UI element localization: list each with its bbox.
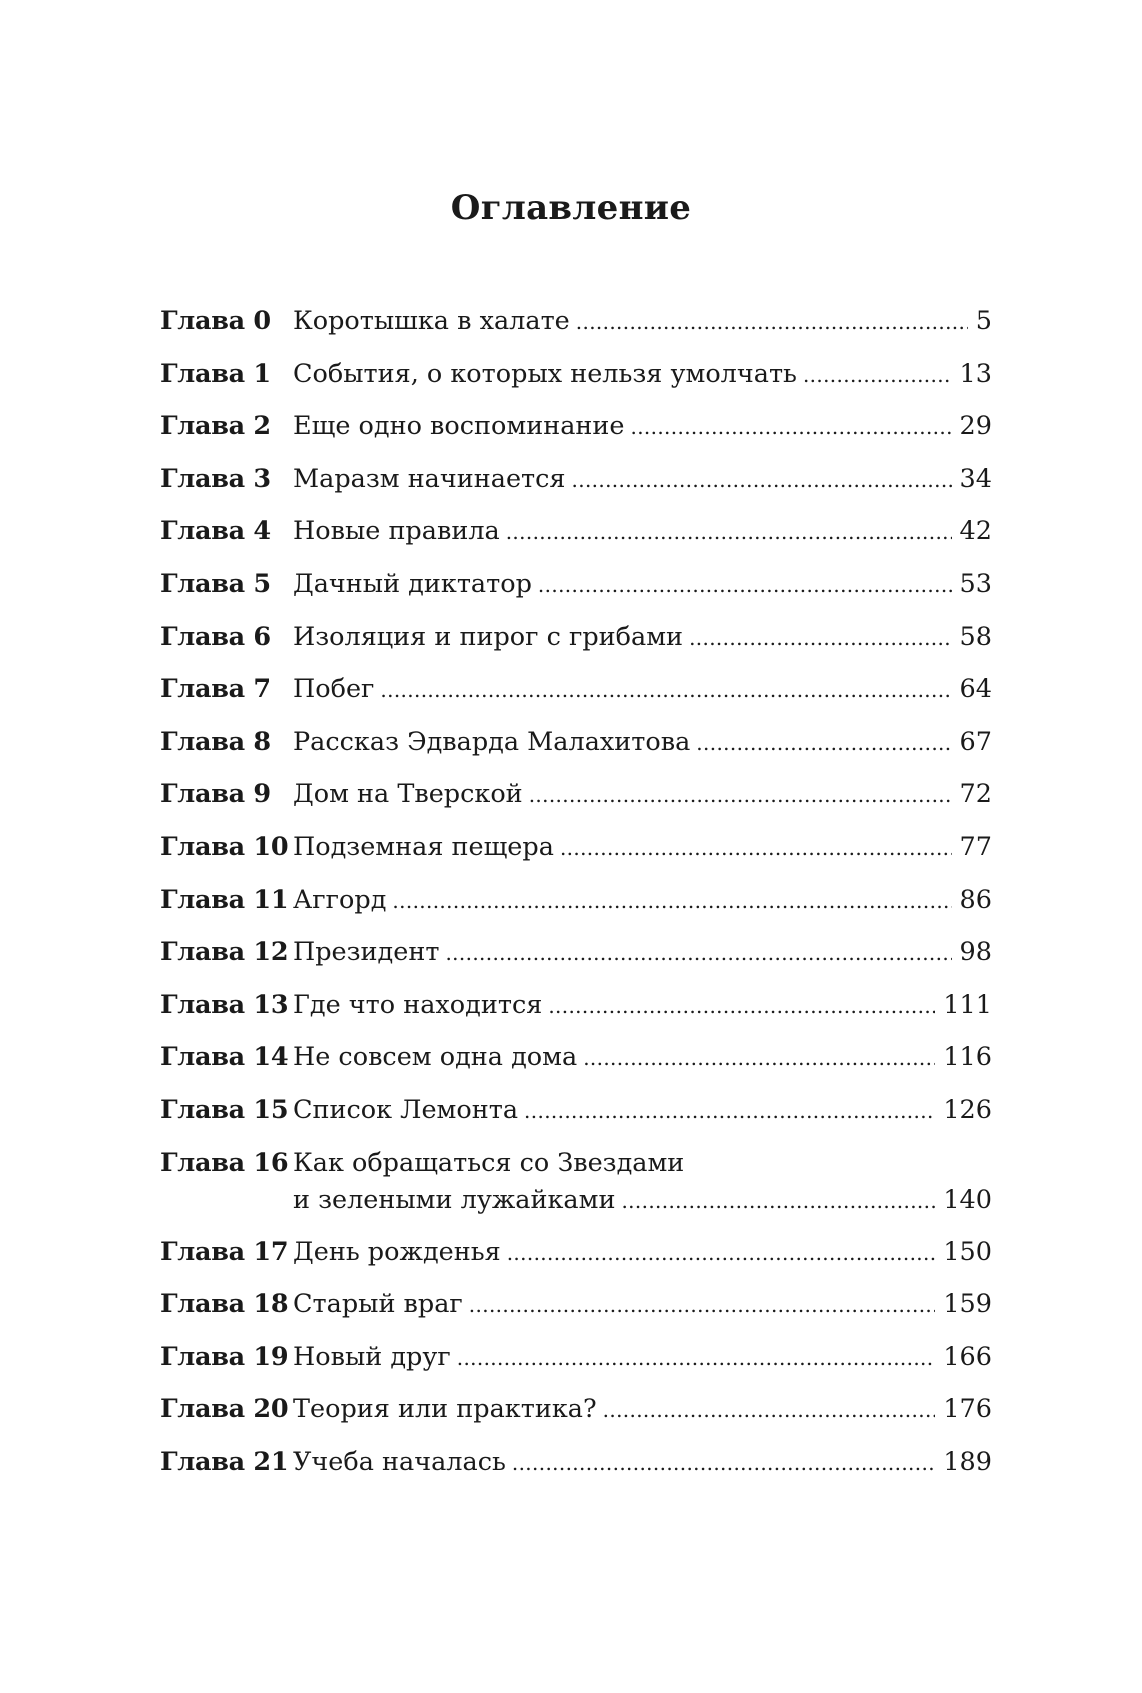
leader-row [293,1286,992,1324]
chapter-label: Глава 4 [160,516,271,547]
dot-leader [621,1183,935,1220]
entry-body [293,1391,992,1429]
chapter-label: Глава 6 [160,621,271,652]
leader-row [293,1039,992,1077]
entry-body [293,461,992,499]
page-number: 13 [959,358,992,389]
chapter-title: Не совсем одна дома [293,1042,578,1073]
page-number: 116 [943,1042,992,1073]
chapter-title: Новый друг [293,1341,451,1372]
entry-body [293,829,992,867]
leader-row [293,987,992,1025]
leader-row [293,724,992,762]
table-of-contents [160,303,992,1496]
chapter-label: Глава 9 [160,779,271,810]
entry-body [293,303,992,341]
chapter-label: Глава 17 [160,1236,289,1267]
entry-body [293,1145,992,1220]
page-number: 29 [959,411,992,442]
leader-row [293,829,992,867]
chapter-title: Коротышка в халате [293,306,570,336]
leader-row [293,1339,992,1377]
leader-row [293,303,992,341]
toc-entry[interactable] [160,1286,992,1339]
entry-body [293,724,992,762]
leader-row [293,882,992,920]
entry-body [293,619,992,657]
entry-body [293,1234,992,1272]
page-number: 5 [975,306,992,336]
dot-leader [529,777,952,814]
toc-entry[interactable] [160,303,992,356]
toc-entry[interactable] [160,408,992,461]
chapter-title-line-1: Как обращаться со Звездами [293,1147,685,1178]
toc-entry[interactable] [160,724,992,777]
chapter-label: Глава 20 [160,1394,289,1425]
leader-row [293,776,992,814]
toc-entry[interactable] [160,356,992,409]
toc-entry[interactable] [160,1234,992,1287]
page-number: 58 [959,621,992,652]
page-number: 126 [943,1094,992,1125]
chapter-title: Список Лемонта [293,1094,519,1125]
leader-row [293,1444,992,1482]
leader-row [293,1234,992,1272]
chapter-title: Подземная пещера [293,831,554,862]
page-number: 77 [959,831,992,862]
page-number: 176 [943,1394,992,1425]
page-number: 150 [943,1236,992,1267]
chapter-title: Старый враг [293,1289,463,1320]
chapter-label: Глава 18 [160,1289,289,1320]
page-number: 64 [959,674,992,705]
chapter-label: Глава 16 [160,1147,289,1178]
chapter-title: Дом на Тверской [293,779,523,810]
chapter-label: Глава 3 [160,463,271,494]
chapter-title: День рожденья [293,1236,501,1267]
dot-leader [603,1392,936,1429]
dot-leader [392,883,951,920]
chapter-title: Маразм начинается [293,463,566,494]
page-number: 53 [959,568,992,599]
dot-leader [572,462,952,499]
chapter-title: Президент [293,937,440,968]
entry-body [293,1444,992,1482]
dot-leader [457,1340,936,1377]
chapter-label: Глава 15 [160,1094,289,1125]
entry-body [293,1339,992,1377]
toc-entry[interactable] [160,934,992,987]
chapter-label: Глава 5 [160,568,271,599]
toc-entry[interactable] [160,566,992,619]
entry-body [293,934,992,972]
chapter-label: Глава 13 [160,989,289,1020]
chapter-label: Глава 8 [160,726,271,757]
page-number: 42 [959,516,992,547]
chapter-label: Глава 10 [160,831,289,862]
chapter-title: Побег [293,674,375,705]
toc-entry[interactable] [160,1145,992,1234]
chapter-label: Глава 7 [160,674,271,705]
page-number: 111 [943,989,992,1020]
dot-leader [512,1445,935,1482]
chapter-title: События, о которых нельзя умолчать [293,358,797,389]
toc-entry[interactable] [160,1039,992,1092]
dot-leader [445,935,951,972]
page-number: 140 [943,1184,992,1215]
entry-body [293,987,992,1025]
chapter-label: Глава 1 [160,358,271,389]
toc-entry[interactable] [160,513,992,566]
chapter-label: Глава 2 [160,411,271,442]
leader-row [293,408,992,446]
chapter-title-line-2: и зелеными лужайками [293,1184,616,1215]
toc-title: Оглавление [450,188,692,228]
chapter-label: Глава 12 [160,937,289,968]
leader-row [293,461,992,499]
page-number: 189 [943,1446,992,1477]
leader-row [293,934,992,972]
page-number: 34 [959,463,992,494]
entry-body [293,1039,992,1077]
chapter-label: Глава 11 [160,884,289,915]
dot-leader [524,1093,935,1130]
dot-leader [560,830,952,867]
toc-entry[interactable] [160,882,992,935]
entry-body [293,882,992,920]
page-number: 166 [943,1341,992,1372]
dot-leader [469,1287,936,1324]
dot-leader [696,725,951,762]
entry-body [293,776,992,814]
dot-leader [689,620,951,657]
toc-entry[interactable] [160,1391,992,1444]
entry-body [293,1092,992,1130]
entry-body [293,1286,992,1324]
leader-row [293,1182,992,1220]
page-number: 86 [959,884,992,915]
leader-row [293,1391,992,1429]
dot-leader [538,567,952,604]
leader-row [293,513,992,551]
chapter-label: Глава 14 [160,1042,289,1073]
leader-row [293,619,992,657]
chapter-label: Глава 19 [160,1341,289,1372]
dot-leader [380,672,951,709]
chapter-label: Глава 21 [160,1446,289,1477]
chapter-title: Изоляция и пирог с грибами [293,621,684,652]
entry-body [293,671,992,709]
dot-leader [576,304,968,341]
toc-entry[interactable] [160,1092,992,1145]
leader-row [293,671,992,709]
dot-leader [630,409,951,446]
toc-entry[interactable] [160,776,992,829]
page-number: 159 [943,1289,992,1320]
chapter-title: Новые правила [293,516,500,547]
dot-leader [507,1235,936,1272]
toc-entry[interactable] [160,461,992,514]
chapter-title: Дачный диктатор [293,568,532,599]
page-number: 72 [959,779,992,810]
toc-entry[interactable] [160,1444,992,1497]
toc-entry[interactable] [160,1339,992,1392]
chapter-title: Теория или практика? [293,1394,597,1425]
toc-entry[interactable] [160,619,992,672]
toc-entry[interactable] [160,671,992,724]
dot-leader [506,514,952,551]
page-number: 98 [959,937,992,968]
chapter-title: Аггорд [293,884,387,915]
leader-row [293,356,992,394]
entry-body [293,408,992,446]
toc-entry[interactable] [160,987,992,1040]
leader-row [293,1092,992,1130]
chapter-title: Еще одно воспоминание [293,411,625,442]
page-number: 67 [959,726,992,757]
chapter-title: Учеба началась [293,1446,506,1477]
leader-row [293,566,992,604]
dot-leader [803,357,952,394]
toc-entry[interactable] [160,829,992,882]
chapter-label: Глава 0 [160,306,271,336]
entry-body [293,356,992,394]
entry-body [293,566,992,604]
chapter-title: Где что находится [293,989,543,1020]
dot-leader [583,1040,935,1077]
chapter-title: Рассказ Эдварда Малахитова [293,726,691,757]
entry-body [293,513,992,551]
dot-leader [548,988,935,1025]
